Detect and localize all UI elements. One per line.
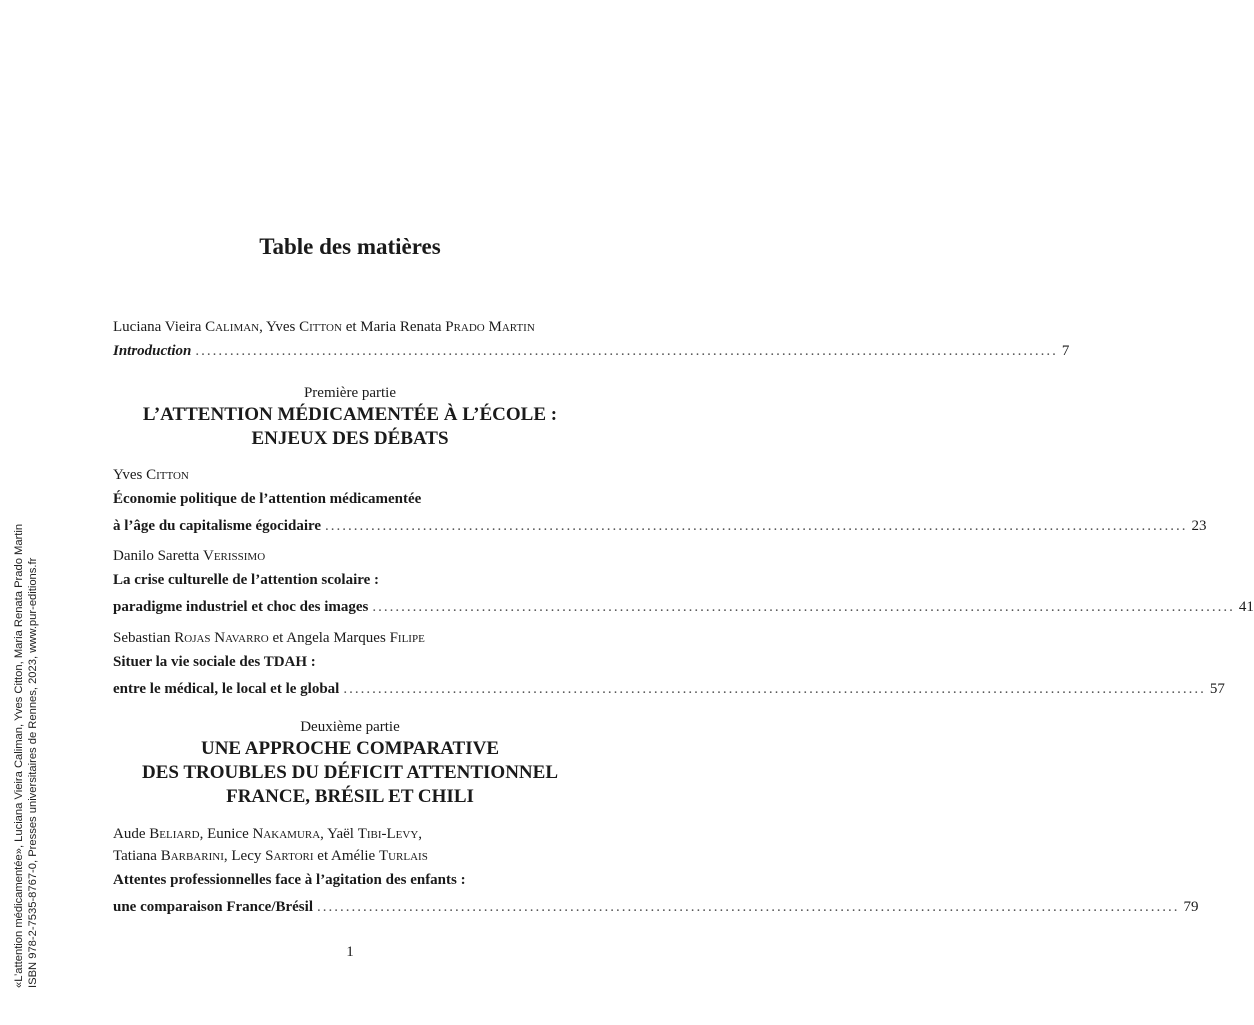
part-label: Deuxième partie [300,719,400,735]
page-number: 41 [1238,599,1254,615]
leader-dots: ...................................................................................................................................................... [195,343,1058,359]
entry-title[interactable]: à l’âge du capitalisme égocidaire [113,518,322,534]
part-title-line: UNE APPROCHE COMPARATIVE [200,738,500,759]
toc-entry-chapter-3 [113,627,1225,703]
leader-dots: ...................................................................................................................................................... [325,518,1188,534]
entry-authors: Aude Beliard, Eunice Nakamura, Yaël Tibi-Levy, [113,826,423,842]
part-title-line: L’ATTENTION MÉDICAMENTÉE À L’ÉCOLE : [142,404,558,425]
part-title-line: DES TROUBLES DU DÉFICIT ATTENTIONNEL [141,762,558,783]
toc-row-chapter-2[interactable] [113,594,1254,621]
margin-note-line: ISBN 978-2-7535-8767-0, Presses universitaires de Rennes, 2023, www.pur-editions.fr [27,557,39,988]
page-number: 23 [1191,518,1207,534]
leader-dots: ...................................................................................................................................................... [343,681,1206,697]
entry-authors: Sebastian Rojas Navarro et Angela Marques Filipe [113,630,425,646]
page-number: 79 [1183,899,1199,915]
entry-title[interactable]: Attentes professionnelles face à l’agitation des enfants : [113,872,466,888]
page-title: Table des matières [259,234,441,259]
entry-authors: Tatiana Barbarini, Lecy Sartori et Amélie Turlais [113,848,428,864]
copyright-margin-note [12,448,40,988]
toc-entry-chapter-2 [113,545,1254,621]
page-number: 57 [1209,681,1225,697]
page-folio: 1 [346,944,354,960]
entry-title[interactable]: paradigme industriel et choc des images [113,599,369,615]
entry-authors: Danilo Saretta Verissimo [113,548,266,564]
toc-row-chapter-4[interactable] [113,894,1199,921]
leader-dots: ...................................................................................................................................................... [316,899,1180,915]
entry-title[interactable]: une comparaison France/Brésil [113,899,313,915]
entry-authors: Yves Citton [113,467,189,483]
entry-title[interactable]: Économie politique de l’attention médicamentée [113,491,422,507]
entry-title[interactable]: Introduction [113,343,192,359]
leader-dots: ...................................................................................................................................................... [372,599,1235,615]
entry-title[interactable]: entre le médical, le local et le global [113,681,340,697]
part-title-line: FRANCE, BRÉSIL ET CHILI [226,786,474,807]
part-label: Première partie [303,385,397,401]
margin-note-line: «L’attention médicamentée», Luciana Vieira Caliman, Yves Citton, Maria Renata Prado Martin [13,523,25,988]
toc-entry-chapter-4 [113,823,1199,921]
entry-authors: Luciana Vieira Caliman, Yves Citton et Maria Renata Prado Martin [113,319,535,335]
part-title-line: ENJEUX DES DÉBATS [251,428,449,449]
toc-row-chapter-3[interactable] [113,676,1225,703]
page-number: 7 [1061,343,1070,359]
entry-title[interactable]: La crise culturelle de l’attention scolaire : [113,572,380,588]
toc-entry-chapter-1 [113,464,1207,540]
toc-row-chapter-1[interactable] [113,513,1207,540]
part-heading-1 [0,383,700,451]
toc-row-introduction[interactable] [113,338,1070,365]
entry-title[interactable]: Situer la vie sociale des TDAH : [113,654,316,670]
toc-entry-introduction [113,316,1070,365]
part-heading-2 [0,717,700,809]
